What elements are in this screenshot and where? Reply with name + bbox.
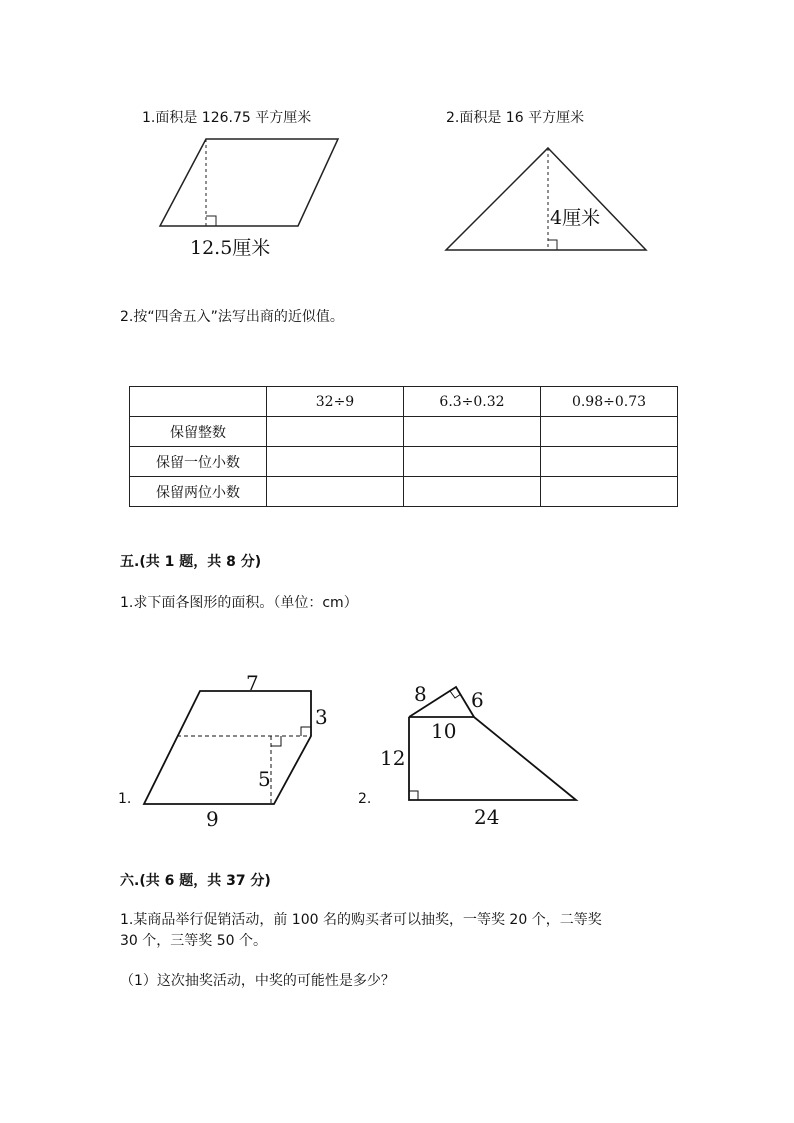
row-label: 保留两位小数 bbox=[130, 477, 267, 507]
fig1-height-label: 5 bbox=[258, 767, 271, 791]
fig2-leg2-label: 6 bbox=[471, 688, 484, 712]
section5-question: 1.求下面各图形的面积。（单位：cm） bbox=[120, 595, 358, 611]
row-label: 保留整数 bbox=[130, 417, 267, 447]
fig2-left-label: 12 bbox=[380, 746, 406, 770]
fig2-bottom-label: 24 bbox=[474, 805, 500, 829]
fig1-bottom-label: 9 bbox=[206, 807, 219, 831]
question2-title: 2.按“四舍五入”法写出商的近似值。 bbox=[120, 309, 344, 325]
table-header-cell: 32÷9 bbox=[267, 387, 404, 417]
section5-heading: 五.(共 1 题，共 8 分) bbox=[120, 554, 262, 570]
section6-q1-line2: 30 个，三等奖 50 个。 bbox=[120, 933, 267, 949]
fig1-base-label: 12.5厘米 bbox=[190, 237, 271, 259]
composite-figure-2 bbox=[409, 687, 576, 800]
fig1-right-label: 3 bbox=[315, 705, 328, 729]
fig2-leg1-label: 8 bbox=[414, 682, 427, 706]
fig2-caption: 2.面积是 16 平方厘米 bbox=[446, 110, 585, 126]
section6-q1-line1: 1.某商品举行促销活动，前 100 名的购买者可以抽奖，一等奖 20 个，二等奖 bbox=[120, 912, 602, 928]
fig2-index: 2. bbox=[358, 791, 372, 807]
fig1-top-label: 7 bbox=[246, 671, 259, 695]
composite-figure-1 bbox=[144, 691, 311, 804]
row-label: 保留一位小数 bbox=[130, 447, 267, 477]
table-header-cell: 6.3÷0.32 bbox=[404, 387, 541, 417]
fig2-mid-label: 10 bbox=[431, 719, 457, 743]
fig1-caption: 1.面积是 126.75 平方厘米 bbox=[142, 110, 312, 126]
fig1-index: 1. bbox=[118, 791, 132, 807]
table-header-cell: 0.98÷0.73 bbox=[541, 387, 678, 417]
section6-q1-sub1: （1）这次抽奖活动，中奖的可能性是多少？ bbox=[120, 973, 395, 989]
section6-heading: 六.(共 6 题，共 37 分) bbox=[120, 873, 271, 889]
fig2-height-label: 4厘米 bbox=[550, 207, 601, 229]
